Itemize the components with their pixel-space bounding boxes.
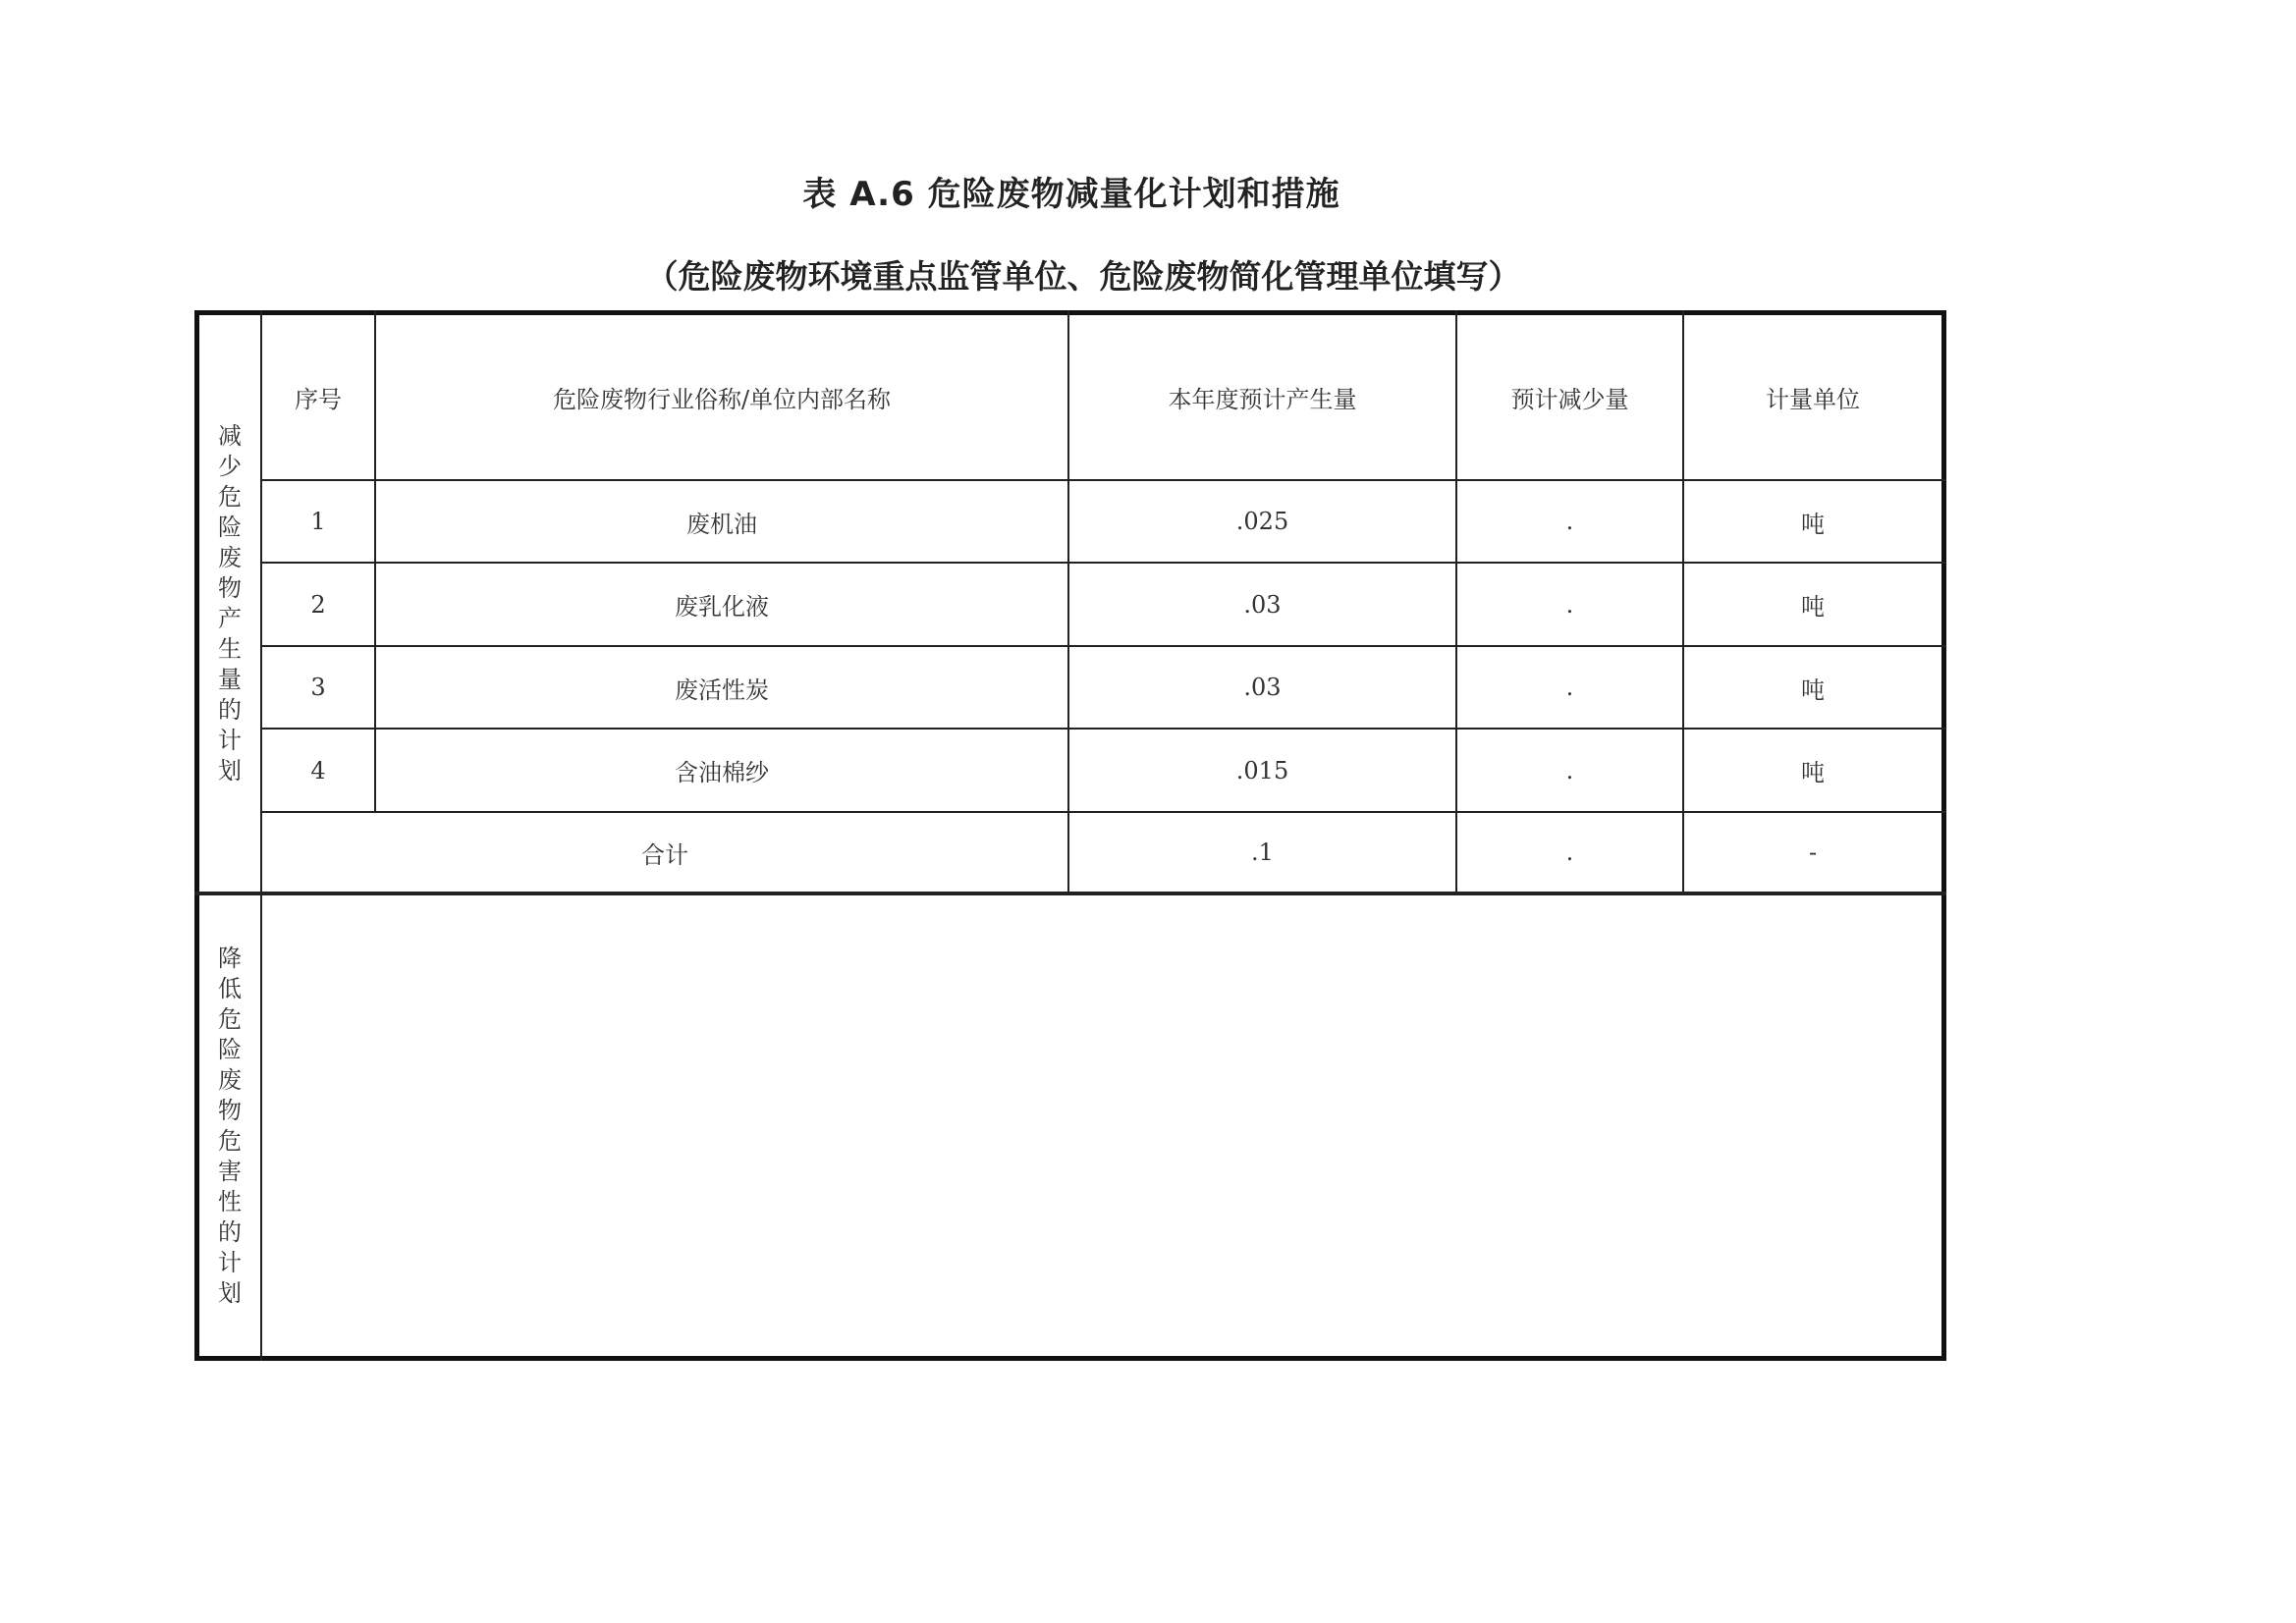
row-amount: .03 (1243, 590, 1282, 619)
header-reduction: 预计减少量 (1510, 386, 1629, 413)
row-reduction: . (1565, 590, 1574, 619)
row-reduction: . (1565, 508, 1574, 535)
header-annual-amount: 本年度预计产生量 (1168, 386, 1357, 413)
row-no: 4 (310, 756, 326, 784)
row-no: 3 (310, 674, 326, 701)
row-unit: 吨 (1801, 593, 1825, 621)
header-unit: 计量单位 (1766, 386, 1860, 413)
row-no: 1 (310, 508, 326, 535)
row-waste-name: 含油棉纱 (675, 759, 769, 786)
vertical-label-char: 的 (218, 696, 242, 724)
header-waste-name: 危险废物行业俗称/单位内部名称 (552, 386, 892, 413)
vertical-label-char: 低 (218, 974, 242, 1002)
vertical-label-char: 废 (218, 544, 242, 571)
vertical-label-char: 物 (218, 574, 242, 602)
row-waste-name: 废机油 (686, 510, 757, 538)
total-label: 合计 (641, 840, 688, 869)
page-title: 表 A.6 危险废物减量化计划和措施 (802, 175, 1340, 214)
row-no: 2 (310, 590, 326, 619)
vertical-label-char: 计 (218, 727, 242, 754)
row-amount: .03 (1243, 674, 1282, 701)
vertical-label-char: 性 (218, 1187, 242, 1216)
total-reduction: . (1565, 839, 1574, 866)
row-amount: .025 (1235, 508, 1289, 535)
row-reduction: . (1565, 674, 1574, 701)
total-amount: .1 (1251, 839, 1274, 866)
vertical-label-char: 计 (218, 1248, 242, 1276)
section-label-reduce-hazard (199, 895, 260, 1356)
row-waste-name: 废活性炭 (675, 676, 769, 704)
vertical-label-char: 的 (218, 1217, 242, 1246)
vertical-label-char: 危 (218, 1004, 242, 1033)
vertical-label-char: 划 (218, 757, 242, 784)
total-unit: - (1808, 839, 1818, 866)
vertical-label-char: 险 (218, 1035, 242, 1063)
vertical-label-char: 危 (218, 483, 242, 511)
vertical-label-char: 废 (218, 1065, 242, 1094)
vertical-label-char: 量 (218, 666, 242, 693)
vertical-label-char: 物 (218, 1096, 242, 1124)
page-subtitle: （危险废物环境重点监管单位、危险废物简化管理单位填写） (645, 257, 1521, 296)
vertical-label-char: 降 (218, 944, 242, 972)
vertical-label-char: 产 (218, 605, 242, 632)
vertical-label-char: 划 (218, 1278, 242, 1307)
row-unit: 吨 (1801, 510, 1825, 538)
vertical-label-char: 险 (218, 514, 242, 541)
vertical-label-char: 生 (218, 635, 242, 663)
section-label-reduce-quantity (199, 315, 260, 893)
row-unit: 吨 (1801, 676, 1825, 704)
header-no: 序号 (295, 386, 342, 413)
vertical-label-char: 危 (218, 1126, 242, 1155)
vertical-label-char: 害 (218, 1157, 242, 1185)
row-reduction: . (1565, 756, 1574, 784)
row-waste-name: 废乳化液 (675, 593, 769, 621)
hazard-reduction-plan-content (262, 895, 1941, 1356)
vertical-label-char: 减 (218, 422, 242, 450)
row-amount: .015 (1235, 756, 1289, 784)
vertical-label-char: 少 (218, 453, 242, 480)
row-unit: 吨 (1801, 759, 1825, 786)
